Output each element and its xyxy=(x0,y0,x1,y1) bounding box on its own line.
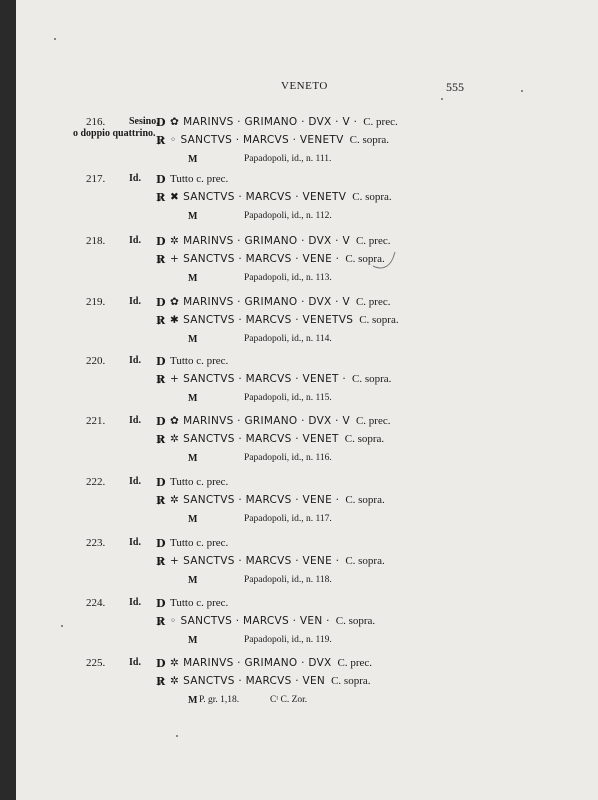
reverse-legend xyxy=(170,615,375,627)
entry-denomination: Id. xyxy=(129,476,141,487)
obverse-legend-text: MARINVS · GRIMANO · DVX xyxy=(183,657,332,669)
reverse-legend xyxy=(170,675,371,687)
reverse-legend-text: SANCTVS · MARCVS · VENET xyxy=(183,433,339,445)
reverse-label: R̷ xyxy=(156,373,166,386)
legend-symbol-icon: ✿ xyxy=(170,415,180,427)
metal-code: M xyxy=(188,393,198,404)
legend-symbol-icon: ◦ xyxy=(170,615,177,627)
reverse-legend-text: SANCTVS · MARCVS · VENETV xyxy=(180,134,344,146)
reverse-legend xyxy=(170,314,399,326)
reference: Papadopoli, id., n. 116. xyxy=(244,453,332,463)
reference: Papadopoli, id., n. 113. xyxy=(244,273,332,283)
legend-symbol-icon: ✲ xyxy=(170,433,180,445)
obverse-legend: Tutto c. prec. xyxy=(170,597,229,609)
obverse-label: D xyxy=(156,415,166,428)
reverse-note: C. sopra. xyxy=(352,191,392,203)
entry-number: 220. xyxy=(86,355,106,367)
catalogue-entry xyxy=(16,415,598,485)
reverse-label: R̷ xyxy=(156,314,166,327)
entry-number: 218. xyxy=(86,235,106,247)
legend-symbol-icon: ✲ xyxy=(170,675,180,687)
page-speck xyxy=(441,98,443,100)
reverse-legend-text: SANCTVS · MARCVS · VENET · xyxy=(183,373,347,385)
metal-code: M xyxy=(188,514,198,525)
entry-denomination: Id. xyxy=(129,597,141,608)
collection: Cᵗ C. Zor. xyxy=(270,695,308,705)
legend-symbol-icon: + xyxy=(170,253,180,265)
page-speck xyxy=(521,90,523,92)
obverse-legend: Tutto c. prec. xyxy=(170,355,229,367)
weight: P. gr. 1,18. xyxy=(199,695,240,705)
legend-symbol-icon: + xyxy=(170,373,180,385)
entry-denomination-subtitle: o doppio quattrino. xyxy=(73,128,156,139)
metal-code: M xyxy=(188,334,198,345)
obverse-legend: Tutto c. prec. xyxy=(170,173,229,185)
reverse-note: C. sopra. xyxy=(359,314,399,326)
reverse-label: R̷ xyxy=(156,675,166,688)
entry-denomination: Id. xyxy=(129,355,141,366)
metal-code: M xyxy=(188,211,198,222)
obverse-legend-text: MARINVS · GRIMANO · DVX · V xyxy=(183,296,350,308)
book-page xyxy=(16,0,598,800)
reverse-note: C. sopra. xyxy=(331,675,371,687)
reference: Papadopoli, id., n. 114. xyxy=(244,334,332,344)
legend-symbol-icon: ✱ xyxy=(170,314,180,326)
reverse-legend xyxy=(170,253,385,265)
reverse-note: C. sopra. xyxy=(344,433,385,445)
reverse-label: R̷ xyxy=(156,191,166,204)
reverse-legend-text: SANCTVS · MARCVS · VENE · xyxy=(183,253,340,265)
obverse-note: C. prec. xyxy=(363,116,398,128)
entry-denomination: Id. xyxy=(129,537,141,548)
obverse-label: D xyxy=(156,296,166,309)
metal-code: M xyxy=(188,635,198,646)
reverse-note: C. sopra. xyxy=(352,373,392,385)
entry-number: 219. xyxy=(86,296,106,308)
reverse-label: R̷ xyxy=(156,494,166,507)
reference: Papadopoli, id., n. 118. xyxy=(244,575,332,585)
entry-number: 216. xyxy=(86,116,106,128)
obverse-note: C. prec. xyxy=(337,657,373,669)
metal-code: M xyxy=(188,575,198,586)
entry-denomination: Sesino, xyxy=(129,116,159,127)
entry-number: 221. xyxy=(86,415,106,427)
legend-symbol-icon: ✲ xyxy=(170,657,180,669)
legend-symbol-icon: ✲ xyxy=(170,494,180,506)
reverse-label: R̷ xyxy=(156,615,166,628)
obverse-legend xyxy=(170,657,372,669)
reverse-legend-text: SANCTVS · MARCVS · VENE · xyxy=(183,555,340,567)
obverse-label: D xyxy=(156,173,166,186)
page-speck xyxy=(61,625,63,627)
reverse-legend xyxy=(170,134,389,146)
obverse-note: C. prec. xyxy=(355,296,391,308)
reverse-note: C. sopra. xyxy=(345,253,385,265)
metal-code: M xyxy=(188,273,198,284)
reverse-legend-text: SANCTVS · MARCVS · VENETVS xyxy=(183,314,354,326)
metal-code: M xyxy=(188,453,198,464)
reverse-note: C. sopra. xyxy=(349,134,390,146)
obverse-legend: Tutto c. prec. xyxy=(170,476,229,488)
obverse-legend xyxy=(170,235,390,247)
reference: Papadopoli, id., n. 117. xyxy=(244,514,332,524)
entry-denomination: Id. xyxy=(129,173,141,184)
entry-denomination: Id. xyxy=(129,657,141,668)
reverse-note: C. sopra. xyxy=(345,555,385,567)
reverse-note: C. sopra. xyxy=(335,615,376,627)
metal-code: M xyxy=(188,695,198,706)
page-number: 555 xyxy=(446,80,464,94)
entry-number: 217. xyxy=(86,173,106,185)
entry-number: 225. xyxy=(86,657,106,669)
obverse-note: C. prec. xyxy=(355,415,391,427)
legend-symbol-icon: ✿ xyxy=(170,116,180,128)
obverse-label: D xyxy=(156,657,166,670)
entry-denomination: Id. xyxy=(129,235,141,246)
obverse-label: D xyxy=(156,235,166,248)
obverse-legend: Tutto c. prec. xyxy=(170,537,229,549)
reverse-legend xyxy=(170,191,392,203)
page-speck xyxy=(54,38,56,40)
reverse-legend xyxy=(170,433,384,445)
reference: Papadopoli, id., n. 112. xyxy=(244,211,332,221)
entry-number: 224. xyxy=(86,597,106,609)
obverse-legend xyxy=(170,296,390,308)
reverse-legend-text: SANCTVS · MARCVS · VENE · xyxy=(183,494,340,506)
catalogue-entry xyxy=(16,657,598,727)
legend-symbol-icon: ✿ xyxy=(170,296,180,308)
entry-denomination: Id. xyxy=(129,296,141,307)
obverse-legend-text: MARINVS · GRIMANO · DVX · V · xyxy=(183,116,358,128)
reference: Papadopoli, id., n. 119. xyxy=(244,635,332,645)
legend-symbol-icon: ✲ xyxy=(170,235,180,247)
running-header: VENETO xyxy=(281,80,328,92)
reverse-label: R̷ xyxy=(156,433,166,446)
reverse-label: R̷ xyxy=(156,555,166,568)
reverse-legend xyxy=(170,494,385,506)
obverse-legend-text: MARINVS · GRIMANO · DVX · V xyxy=(183,235,350,247)
obverse-label: D xyxy=(156,597,166,610)
reverse-legend-text: SANCTVS · MARCVS · VEN · xyxy=(180,615,330,627)
legend-symbol-icon: ◦ xyxy=(170,134,177,146)
obverse-label: D xyxy=(156,537,166,550)
reverse-label: R̷ xyxy=(156,253,166,266)
obverse-legend xyxy=(170,415,390,427)
reverse-legend-text: SANCTVS · MARCVS · VEN xyxy=(183,675,326,687)
reverse-label: R̷ xyxy=(156,134,166,147)
reverse-legend xyxy=(170,555,385,567)
legend-symbol-icon: + xyxy=(170,555,180,567)
legend-symbol-icon: ✖ xyxy=(170,191,180,203)
obverse-note: C. prec. xyxy=(355,235,391,247)
entry-denomination: Id. xyxy=(129,415,141,426)
entry-number: 223. xyxy=(86,537,106,549)
reverse-legend-text: SANCTVS · MARCVS · VENETV xyxy=(183,191,347,203)
catalogue-entry xyxy=(16,476,598,546)
metal-code: M xyxy=(188,154,198,165)
reference: Papadopoli, id., n. 111. xyxy=(244,154,332,164)
obverse-label: D xyxy=(156,116,166,129)
obverse-legend-text: MARINVS · GRIMANO · DVX · V xyxy=(183,415,350,427)
obverse-label: D xyxy=(156,355,166,368)
reference: Papadopoli, id., n. 115. xyxy=(244,393,332,403)
entry-number: 222. xyxy=(86,476,106,488)
catalogue-entry xyxy=(16,235,598,305)
catalogue-entry xyxy=(16,173,598,243)
reverse-legend xyxy=(170,373,391,385)
obverse-label: D xyxy=(156,476,166,489)
obverse-legend xyxy=(170,116,398,128)
page-speck xyxy=(176,735,178,737)
reverse-note: C. sopra. xyxy=(345,494,385,506)
